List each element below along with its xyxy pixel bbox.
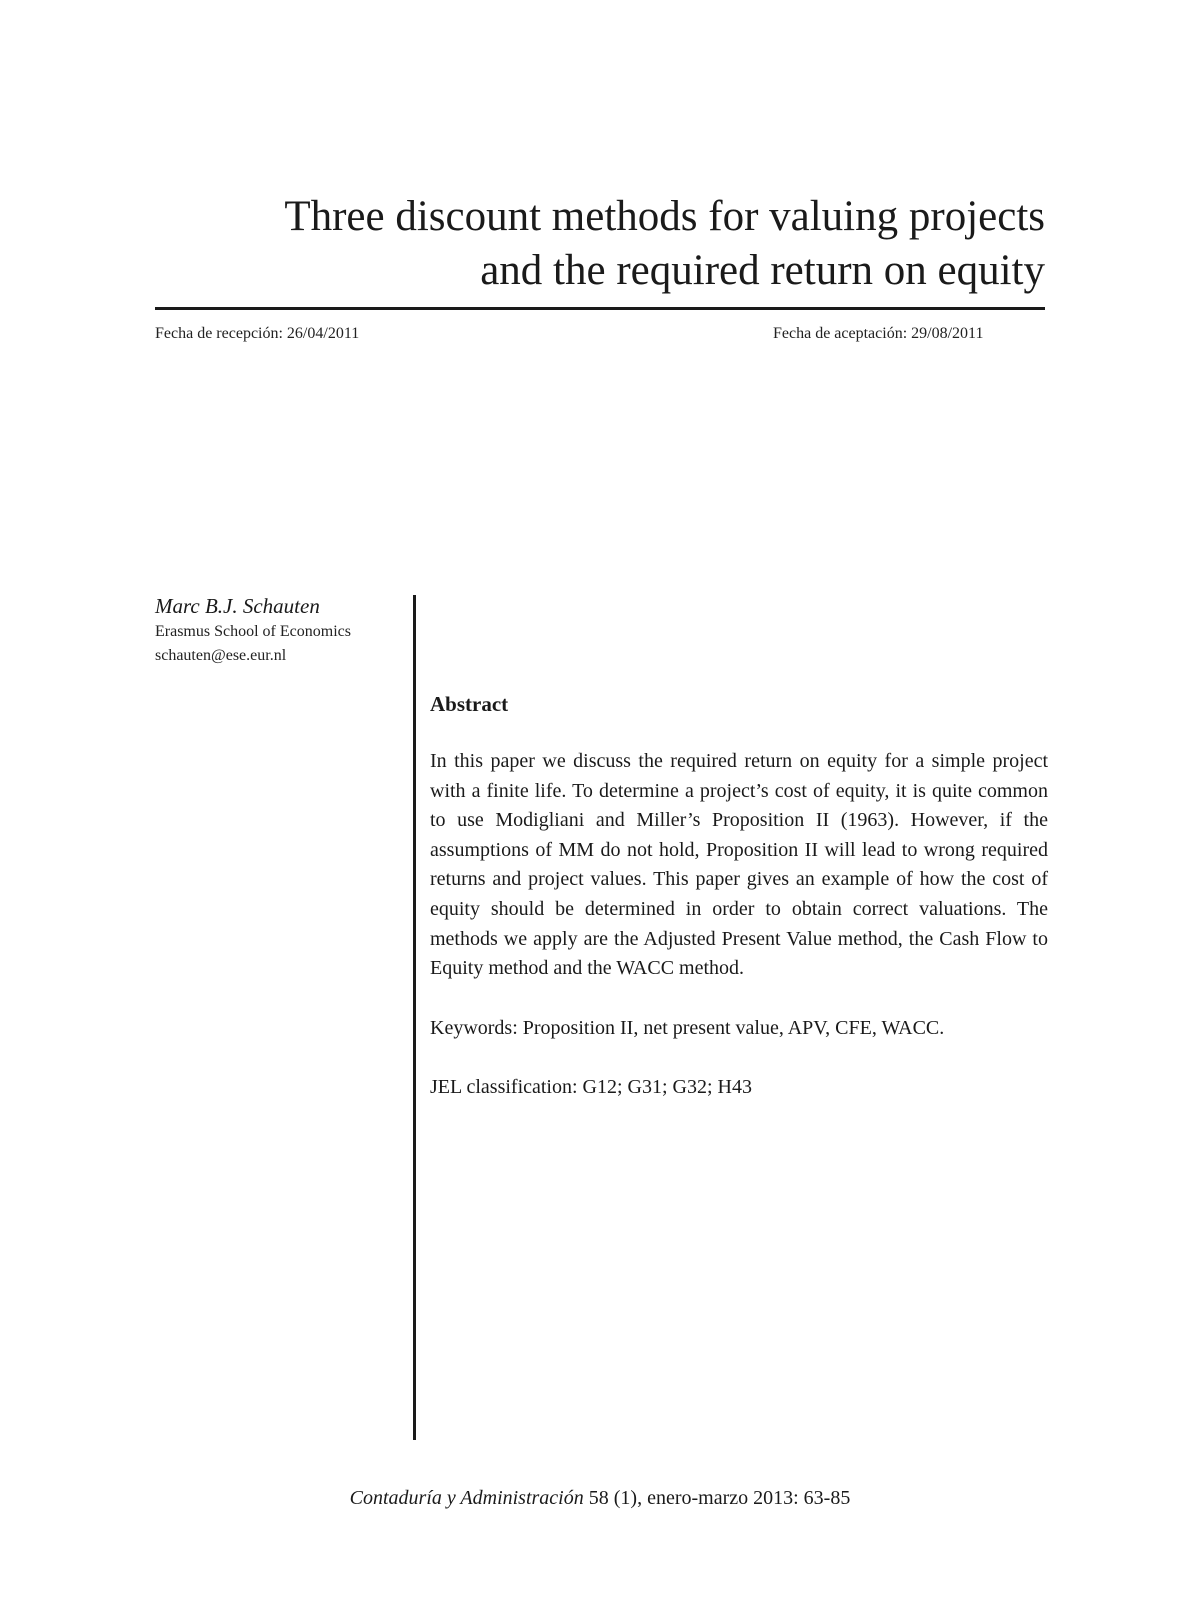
- author-email: schauten@ese.eur.nl: [155, 647, 287, 664]
- accepted-date: Fecha de aceptación: 29/08/2011: [773, 325, 984, 342]
- journal-footer: [0, 1487, 1200, 1510]
- author-affiliation: Erasmus School of Economics: [155, 623, 351, 640]
- abstract-heading: Abstract: [430, 692, 509, 716]
- title-divider: [155, 307, 1045, 310]
- received-date: Fecha de recepción: 26/04/2011: [155, 325, 360, 342]
- paper-title: [155, 190, 1045, 298]
- abstract-section: [430, 690, 1048, 1133]
- title-line-2: and the required return on equity: [480, 247, 1045, 294]
- jel-classification: JEL classification: G12; G31; G32; H43: [430, 1076, 752, 1099]
- title-line-1: Three discount methods for valuing projects: [284, 193, 1045, 240]
- abstract-text: In this paper we discuss the required return on equity for a simple project with a finite life. To determine a project’s cost of equity, it is quite common to use Modigliani and Miller’s Proposition II (1963). However, if the assumptions of MM do not hold, Proposition II will lead to wrong required returns and project values. This paper gives an example of how the cost of equity should be determined in order to obtain correct valuations. The methods we apply are the Adjusted Present Value method, the Cash Flow to Equity method and the WACC method.: [430, 750, 1048, 980]
- column-divider: [413, 595, 416, 1440]
- author-block: [155, 592, 405, 668]
- keywords: Keywords: Proposition II, net present value, APV, CFE, WACC.: [430, 1016, 945, 1039]
- journal-name: Contaduría y Administración: [349, 1487, 584, 1509]
- author-name: Marc B.J. Schauten: [155, 594, 320, 618]
- journal-citation: 58 (1), enero-marzo 2013: 63-85: [583, 1487, 851, 1509]
